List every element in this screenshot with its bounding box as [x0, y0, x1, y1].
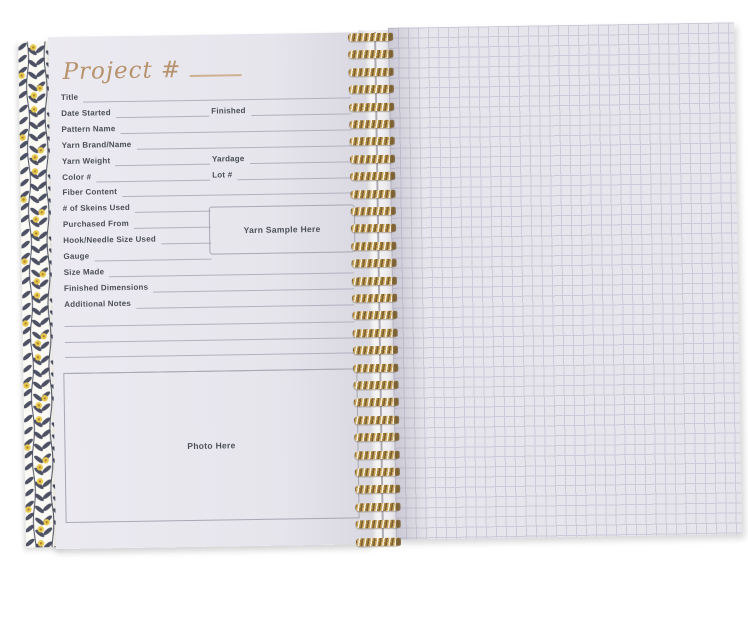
page-title-text: Project #	[62, 57, 182, 85]
field-label: Gauge	[63, 251, 90, 261]
field-label: Date Started	[61, 108, 111, 118]
field-label: Purchased From	[62, 219, 129, 230]
wire-loop	[355, 485, 399, 494]
project-form-page	[48, 32, 372, 549]
field-line	[94, 249, 211, 262]
form-field-row	[64, 261, 354, 278]
field-line	[134, 217, 211, 229]
wire-loop	[354, 398, 398, 407]
field-line	[116, 106, 210, 118]
field-line	[136, 135, 351, 149]
field-line	[153, 278, 354, 292]
field-line	[135, 201, 211, 213]
field-line	[115, 153, 210, 165]
wire-loop	[349, 85, 393, 94]
field-line	[96, 169, 210, 182]
yarn-sample-label: Yarn Sample Here	[243, 223, 321, 236]
field-label: Finished	[211, 105, 246, 116]
wire-loop	[349, 102, 393, 111]
field-label: Yarn Brand/Name	[61, 139, 132, 150]
notes-line	[64, 309, 354, 327]
form-field-row	[62, 134, 352, 151]
photo-box	[63, 368, 359, 523]
wire-loop	[352, 294, 396, 303]
wire-loop	[353, 363, 397, 372]
form-field-row	[61, 102, 351, 119]
wire-loop	[355, 450, 399, 459]
wire-loop	[352, 311, 396, 320]
project-number-blank	[189, 60, 241, 77]
field-label: # of Skeins Used	[62, 203, 131, 214]
spiral-binding	[348, 28, 404, 547]
wire-loop	[352, 276, 396, 285]
wire-loop	[349, 68, 393, 77]
wire-loop	[355, 468, 399, 477]
field-label: Pattern Name	[61, 123, 116, 134]
field-label: Color #	[62, 172, 92, 182]
grid-paper-page	[388, 22, 742, 539]
wire-loop	[350, 172, 394, 181]
wire-loop	[353, 346, 397, 355]
wire-loop	[353, 381, 397, 390]
grid-pattern	[388, 22, 742, 539]
field-line	[122, 183, 353, 198]
field-label: Fiber Content	[62, 187, 118, 198]
open-notebook	[18, 22, 742, 551]
field-line	[120, 119, 351, 134]
field-line	[237, 167, 352, 180]
field-label: Hook/Needle Size Used	[63, 234, 156, 246]
form-field-row	[64, 277, 354, 294]
form-field-row	[62, 150, 352, 167]
form-field-row	[62, 182, 352, 199]
wire-loop	[350, 189, 394, 198]
wire-loop	[355, 503, 399, 512]
wire-loop	[351, 242, 395, 251]
field-line	[249, 151, 352, 164]
wire-loop	[356, 537, 400, 546]
field-line	[251, 103, 352, 116]
wire-loop	[351, 224, 395, 233]
wire-loop	[354, 416, 398, 425]
wire-loop	[351, 207, 395, 216]
wire-loop	[350, 155, 394, 164]
wire-loop	[352, 259, 396, 268]
wire-loop	[356, 520, 400, 529]
field-label: Title	[60, 92, 79, 102]
field-line	[161, 233, 211, 245]
wire-loop	[348, 33, 392, 42]
wire-loop	[349, 120, 393, 129]
wire-loop	[353, 329, 397, 338]
wire-loop	[348, 50, 392, 59]
form-field-row	[61, 86, 351, 103]
field-label: Yardage	[211, 153, 245, 164]
page-title	[62, 56, 241, 85]
wire-loop	[354, 433, 398, 442]
form-field-row	[62, 166, 352, 183]
field-line	[83, 87, 351, 102]
field-label: Yarn Weight	[61, 155, 111, 166]
notes-line	[65, 325, 355, 343]
notes-line	[65, 341, 355, 359]
wire-loop	[350, 137, 394, 146]
photo-label: Photo Here	[187, 440, 236, 452]
form-field-row	[61, 118, 351, 135]
form-field-row	[64, 293, 354, 310]
yarn-sample-box	[209, 204, 356, 254]
field-label: Additional Notes	[64, 298, 132, 309]
field-label: Lot #	[212, 169, 233, 180]
field-line	[109, 262, 354, 277]
field-label: Size Made	[63, 267, 105, 277]
field-line	[136, 294, 354, 308]
field-label: Finished Dimensions	[63, 282, 149, 293]
